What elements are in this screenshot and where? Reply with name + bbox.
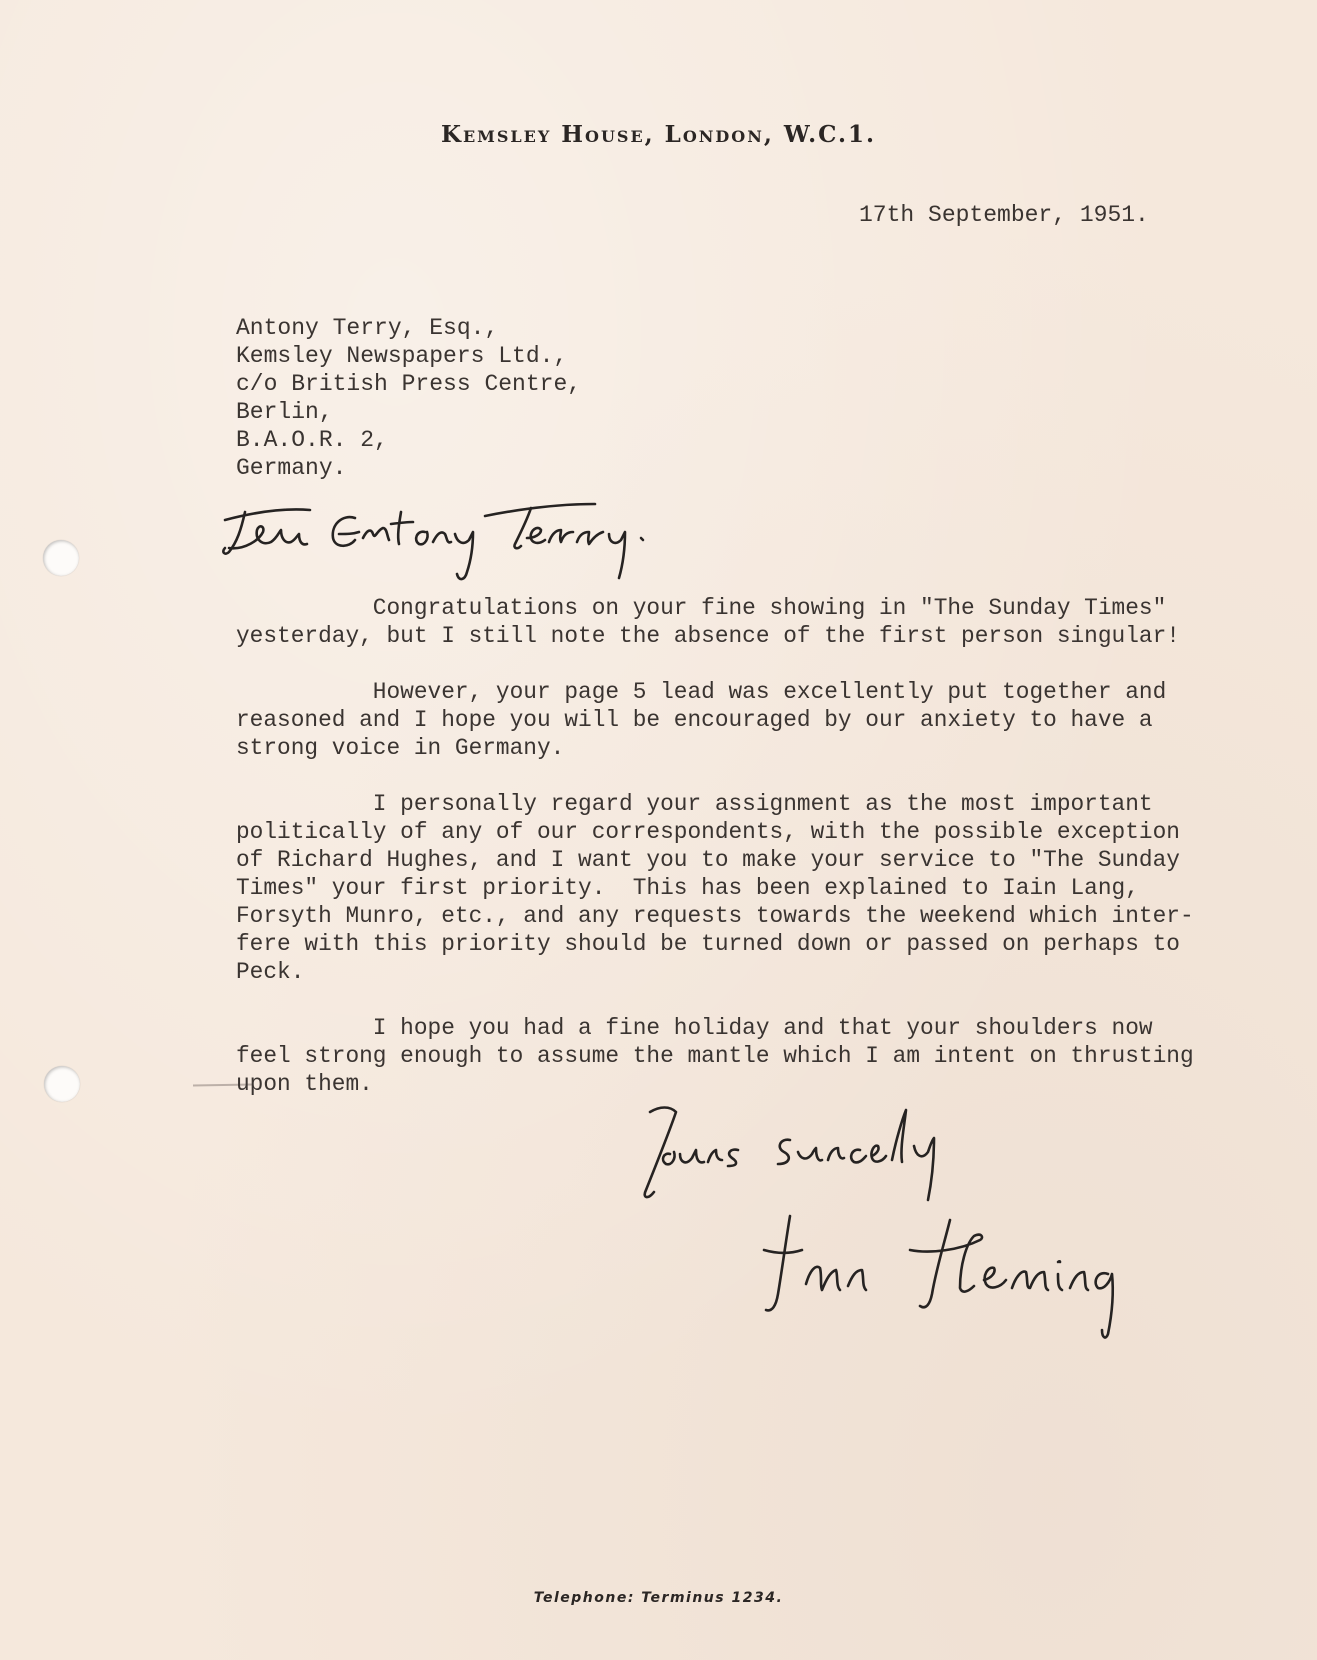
text-line: upon them. xyxy=(236,1071,373,1097)
handwritten-closing xyxy=(640,1100,1060,1210)
text-line: Times" your first priority. This has been explained to Iain Lang, xyxy=(236,875,1139,901)
text-line: I hope you had a fine holiday and that your shoulders now xyxy=(236,1015,1153,1041)
handwritten-signature xyxy=(760,1210,1190,1340)
address-line: B.A.O.R. 2, xyxy=(236,427,388,453)
letter-date: 17th September, 1951. xyxy=(859,202,1149,228)
text-line: feel strong enough to assume the mantle which I am intent on thrusting xyxy=(236,1043,1194,1069)
address-line: c/o British Press Centre, xyxy=(236,371,582,397)
body-paragraph xyxy=(236,594,1246,650)
address-line: Antony Terry, Esq., xyxy=(236,315,499,341)
text-line: yesterday, but I still note the absence of the first person singular! xyxy=(236,623,1180,649)
letter-body xyxy=(236,594,1246,1126)
punch-hole xyxy=(43,540,79,576)
body-paragraph xyxy=(236,678,1246,762)
address-line: Berlin, xyxy=(236,399,333,425)
letterhead: Kemsley House, London, W.C.1. xyxy=(440,121,877,148)
text-line: I personally regard your assignment as the most important xyxy=(236,791,1153,817)
punch-hole xyxy=(44,1066,80,1102)
text-line: However, your page 5 lead was excellently put together and xyxy=(236,679,1167,705)
text-line: Congratulations on your fine showing in "The Sunday Times" xyxy=(236,595,1167,621)
text-line: Forsyth Munro, etc., and any requests towards the weekend which inter- xyxy=(236,903,1194,929)
body-paragraph xyxy=(236,1014,1246,1098)
footer-telephone: Telephone: Terminus 1234. xyxy=(533,1590,784,1606)
text-line: strong voice in Germany. xyxy=(236,735,565,761)
text-line: of Richard Hughes, and I want you to make your service to "The Sunday xyxy=(236,847,1180,873)
text-line: fere with this priority should be turned down or passed on perhaps to xyxy=(236,931,1180,957)
text-line: reasoned and I hope you will be encouraged by our anxiety to have a xyxy=(236,707,1153,733)
address-line: Germany. xyxy=(236,455,347,481)
text-line: Peck. xyxy=(236,959,305,985)
handwritten-salutation xyxy=(215,490,685,590)
text-line: politically of any of our correspondents, with the possible exception xyxy=(236,819,1180,845)
body-paragraph xyxy=(236,790,1246,986)
address-line: Kemsley Newspapers Ltd., xyxy=(236,343,568,369)
recipient-address xyxy=(236,314,581,482)
